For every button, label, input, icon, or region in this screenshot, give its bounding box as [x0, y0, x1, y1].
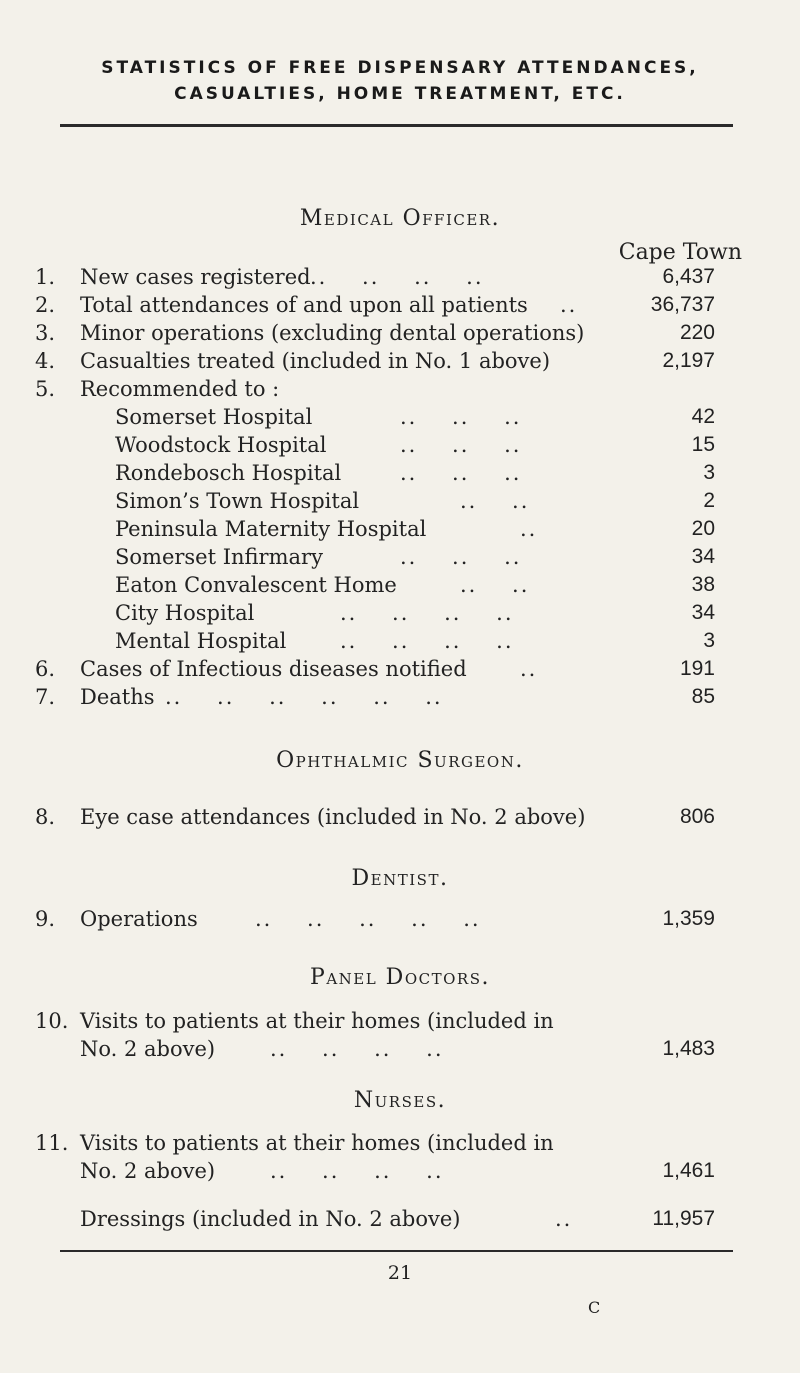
item-label: Eye case attendances (included in No. 2 above) [80, 805, 586, 829]
hospital-label: Somerset Infirmary [115, 545, 323, 569]
hospital-value: 38 [691, 573, 715, 596]
column-header-cape-town: Cape Town [618, 240, 742, 265]
item-value: 11,957 [652, 1207, 715, 1230]
item-number: 10. [35, 1009, 69, 1033]
item-number: 11. [35, 1131, 69, 1155]
item-label: New cases registered [80, 265, 311, 289]
item-label: Minor operations (excluding dental operations) [80, 321, 585, 345]
item-number: 4. [35, 349, 56, 373]
section-medical-officer: Medical Officer. [299, 206, 501, 231]
row-panel-visits-cont [0, 1034, 800, 1064]
leader-dots: .. .. .. .. [270, 1159, 444, 1183]
row-recommended [0, 374, 800, 404]
hospital-label: Peninsula Maternity Hospital [115, 517, 427, 541]
item-value: 220 [679, 321, 715, 344]
signature-mark: C [588, 1298, 601, 1317]
item-value: 806 [679, 805, 715, 828]
row-infectious [0, 654, 800, 684]
leader-dots: .. .. [460, 489, 530, 513]
item-label: Dressings (included in No. 2 above) [80, 1207, 461, 1231]
row-hospital [0, 430, 800, 460]
item-number: 8. [35, 805, 56, 829]
row-dressings [0, 1204, 800, 1234]
item-number: 1. [35, 265, 56, 289]
row-panel-visits [0, 1006, 800, 1036]
item-number: 6. [35, 657, 56, 681]
item-value: 191 [679, 657, 715, 680]
row-nurse-visits [0, 1128, 800, 1158]
leader-dots: .. [560, 293, 578, 317]
row-hospital [0, 458, 800, 488]
item-value: 36,737 [650, 293, 715, 316]
leader-dots: .. [520, 517, 538, 541]
hospital-value: 20 [691, 517, 715, 540]
leader-dots: .. [555, 1207, 573, 1231]
row-hospital [0, 626, 800, 656]
page-title-line-1: STATISTICS OF FREE DISPENSARY ATTENDANCES, [101, 58, 699, 78]
hospital-value: 34 [691, 601, 715, 624]
section-ophthalmic-surgeon: Ophthalmic Surgeon. [276, 748, 524, 773]
hospital-value: 34 [691, 545, 715, 568]
section-panel-doctors: Panel Doctors. [310, 965, 490, 990]
leader-dots: .. .. .. .. [270, 1037, 444, 1061]
leader-dots: .. .. .. [400, 433, 522, 457]
hospital-label: Rondebosch Hospital [115, 461, 342, 485]
leader-dots: .. .. .. [400, 461, 522, 485]
page-title-line-2: CASUALTIES, HOME TREATMENT, ETC. [174, 84, 626, 104]
hospital-value: 3 [703, 629, 715, 652]
row-hospital [0, 514, 800, 544]
leader-dots: .. .. .. .. .. .. [165, 685, 443, 709]
item-label: Deaths [80, 685, 155, 709]
hospital-label: City Hospital [115, 601, 255, 625]
hospital-value: 2 [703, 489, 715, 512]
row-hospital [0, 486, 800, 516]
item-label: Visits to patients at their homes (included in [80, 1131, 554, 1155]
item-number: 5. [35, 377, 56, 401]
hospital-label: Eaton Convalescent Home [115, 573, 397, 597]
hospital-label: Simon’s Town Hospital [115, 489, 360, 513]
hospital-label: Somerset Hospital [115, 405, 313, 429]
item-value: 2,197 [662, 349, 715, 372]
item-label-cont: No. 2 above) [80, 1159, 216, 1183]
row-nurse-visits-cont [0, 1156, 800, 1186]
row-deaths [0, 682, 800, 712]
item-value: 1,461 [662, 1159, 715, 1182]
item-value: 1,483 [662, 1037, 715, 1060]
section-dentist: Dentist. [351, 866, 449, 891]
leader-dots: .. .. .. [400, 545, 522, 569]
row-hospital [0, 402, 800, 432]
row-hospital [0, 598, 800, 628]
item-label: Casualties treated (included in No. 1 above) [80, 349, 551, 373]
item-value: 6,437 [662, 265, 715, 288]
item-value: 1,359 [662, 907, 715, 930]
leader-dots: .. .. .. .. [340, 601, 514, 625]
page-number: 21 [387, 1262, 413, 1284]
item-label: Total attendances of and upon all patients [80, 293, 528, 317]
item-label-cont: No. 2 above) [80, 1037, 216, 1061]
item-number: 9. [35, 907, 56, 931]
row-hospital [0, 570, 800, 600]
row-operations [0, 904, 800, 934]
hospital-label: Woodstock Hospital [115, 433, 327, 457]
item-label: Operations [80, 907, 198, 931]
row-new-cases [0, 262, 800, 292]
section-nurses: Nurses. [353, 1088, 447, 1113]
item-number: 2. [35, 293, 56, 317]
leader-dots: .. .. .. [400, 405, 522, 429]
leader-dots: .. .. [460, 573, 530, 597]
row-total-attendances [0, 290, 800, 320]
hospital-label: Mental Hospital [115, 629, 287, 653]
item-number: 7. [35, 685, 56, 709]
row-casualties [0, 346, 800, 376]
row-eye-cases [0, 802, 800, 832]
row-hospital [0, 542, 800, 572]
item-label: Cases of Infectious diseases notified [80, 657, 467, 681]
leader-dots: .. .. .. .. [310, 265, 484, 289]
row-minor-operations [0, 318, 800, 348]
item-label: Recommended to : [80, 377, 280, 401]
leader-dots: .. .. .. .. [340, 629, 514, 653]
hospital-value: 42 [691, 405, 715, 428]
item-value: 85 [691, 685, 715, 708]
leader-dots: .. [520, 657, 538, 681]
item-label: Visits to patients at their homes (included in [80, 1009, 554, 1033]
item-number: 3. [35, 321, 56, 345]
hospital-value: 15 [691, 433, 715, 456]
hospital-value: 3 [703, 461, 715, 484]
leader-dots: .. .. .. .. .. [255, 907, 481, 931]
bottom-rule [60, 1250, 733, 1252]
top-rule [60, 124, 733, 127]
